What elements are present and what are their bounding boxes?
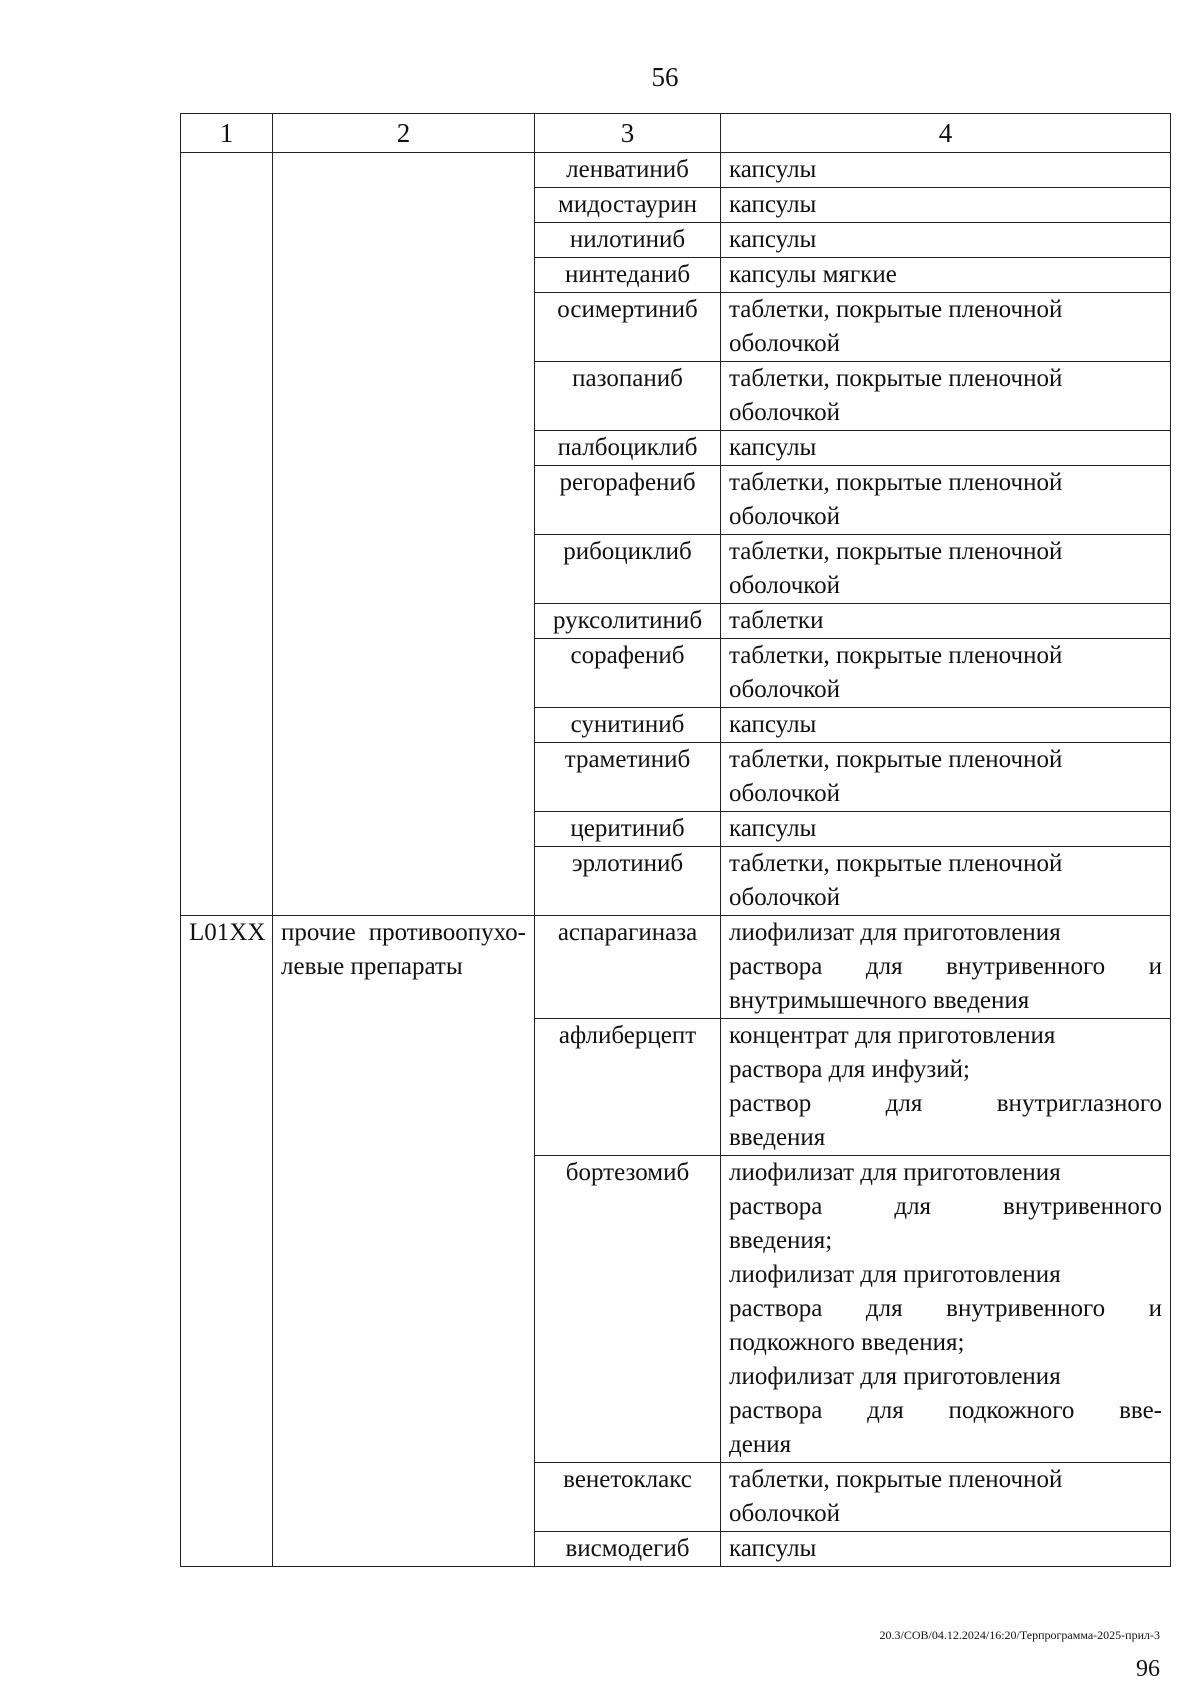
- dosage-form-line: раствор для внутриглазного: [729, 1090, 1162, 1117]
- drug-name-cell: мидостаурин: [535, 188, 721, 223]
- drug-name-cell: нилотиниб: [535, 223, 721, 258]
- dosage-form-cell: [721, 847, 1171, 916]
- page-number-top: 56: [651, 62, 679, 92]
- dosage-form-line: таблетки, покрытые пленочной: [729, 1466, 1063, 1493]
- atc-code-cell: [181, 153, 273, 916]
- dosage-form-line: оболочкой: [729, 330, 841, 357]
- dosage-form-line: оболочкой: [729, 399, 841, 426]
- dosage-form-cell: [721, 535, 1171, 604]
- page-number-bottom: 96: [1136, 1656, 1160, 1682]
- dosage-form-line: раствора для внутривенного: [729, 1193, 1162, 1220]
- group-name-line: левые препараты: [281, 953, 463, 980]
- drug-name-cell: осимертиниб: [535, 293, 721, 362]
- dosage-form-line: лиофилизат для приготовления: [729, 1261, 1061, 1288]
- drug-name-cell: нинтеданиб: [535, 258, 721, 293]
- drug-name-cell: ленватиниб: [535, 153, 721, 188]
- drug-name-cell: палбоциклиб: [535, 431, 721, 466]
- dosage-form-line: таблетки, покрытые пленочной: [729, 642, 1063, 669]
- dosage-form-line: подкожного введения;: [729, 1329, 965, 1356]
- column-header-2: 2: [273, 114, 535, 153]
- group-name-cell: [273, 153, 535, 916]
- drug-name-cell: бортезомиб: [535, 1156, 721, 1463]
- dosage-form-cell: [721, 431, 1171, 466]
- dosage-form-line: таблетки: [729, 607, 824, 634]
- drug-name-cell: пазопаниб: [535, 362, 721, 431]
- table-row: [181, 916, 1171, 1019]
- drug-name-cell: сунитиниб: [535, 708, 721, 743]
- drug-name-cell: руксолитиниб: [535, 604, 721, 639]
- dosage-form-line: внутримышечного введения: [729, 987, 1030, 1014]
- dosage-form-line: капсулы: [729, 191, 817, 218]
- dosage-form-cell: [721, 812, 1171, 847]
- dosage-form-line: раствора для внутривенного и: [729, 1295, 1162, 1322]
- dosage-form-cell: [721, 362, 1171, 431]
- table-body: [181, 153, 1171, 1567]
- drug-name-cell: венетоклакс: [535, 1463, 721, 1532]
- dosage-form-cell: [721, 466, 1171, 535]
- dosage-form-cell: [721, 258, 1171, 293]
- table-header-row: [181, 114, 1171, 153]
- drug-name-cell: эрлотиниб: [535, 847, 721, 916]
- dosage-form-line: оболочкой: [729, 884, 841, 911]
- dosage-form-cell: [721, 1156, 1171, 1463]
- dosage-form-line: оболочкой: [729, 780, 841, 807]
- dosage-form-line: раствора для подкожного вве-: [729, 1397, 1162, 1424]
- dosage-form-line: капсулы мягкие: [729, 261, 897, 288]
- drug-name-cell: рибоциклиб: [535, 535, 721, 604]
- dosage-form-line: оболочкой: [729, 676, 841, 703]
- document-stamp: 20.3/СОВ/04.12.2024/16:20/Терпрограмма-2025-прил-3: [879, 1628, 1160, 1642]
- dosage-form-cell: [721, 708, 1171, 743]
- dosage-form-line: введения: [729, 1124, 826, 1151]
- dosage-form-cell: [721, 743, 1171, 812]
- column-header-4: 4: [721, 114, 1171, 153]
- dosage-form-line: лиофилизат для приготовления: [729, 919, 1061, 946]
- dosage-form-line: таблетки, покрытые пленочной: [729, 538, 1063, 565]
- dosage-form-line: лиофилизат для приготовления: [729, 1159, 1061, 1186]
- dosage-form-line: таблетки, покрытые пленочной: [729, 296, 1063, 323]
- dosage-form-line: лиофилизат для приготовления: [729, 1363, 1061, 1390]
- drug-name-cell: траметиниб: [535, 743, 721, 812]
- group-name-cell: [273, 916, 535, 1567]
- drug-name-cell: церитиниб: [535, 812, 721, 847]
- dosage-form-line: капсулы: [729, 156, 817, 183]
- dosage-form-line: таблетки, покрытые пленочной: [729, 365, 1063, 392]
- column-header-3: 3: [535, 114, 721, 153]
- drug-name-cell: аспарагиназа: [535, 916, 721, 1019]
- drug-table: [180, 113, 1171, 1567]
- dosage-form-line: концентрат для приготовления: [729, 1022, 1056, 1049]
- table-row: [181, 153, 1171, 188]
- drug-name-cell: афлиберцепт: [535, 1019, 721, 1156]
- dosage-form-cell: [721, 293, 1171, 362]
- dosage-form-cell: [721, 604, 1171, 639]
- dosage-form-cell: [721, 916, 1171, 1019]
- group-name-line: прочие противоопухо-: [281, 919, 526, 946]
- dosage-form-line: капсулы: [729, 1535, 817, 1562]
- dosage-form-line: оболочкой: [729, 503, 841, 530]
- dosage-form-line: капсулы: [729, 711, 817, 738]
- dosage-form-line: капсулы: [729, 226, 817, 253]
- dosage-form-cell: [721, 153, 1171, 188]
- drug-name-cell: сорафениб: [535, 639, 721, 708]
- column-header-1: 1: [181, 114, 273, 153]
- dosage-form-cell: [721, 1532, 1171, 1567]
- dosage-form-line: таблетки, покрытые пленочной: [729, 469, 1063, 496]
- dosage-form-cell: [721, 1463, 1171, 1532]
- dosage-form-line: таблетки, покрытые пленочной: [729, 850, 1063, 877]
- dosage-form-line: раствора для внутривенного и: [729, 953, 1162, 980]
- dosage-form-line: таблетки, покрытые пленочной: [729, 746, 1063, 773]
- dosage-form-cell: [721, 188, 1171, 223]
- dosage-form-line: капсулы: [729, 815, 817, 842]
- dosage-form-cell: [721, 223, 1171, 258]
- dosage-form-line: раствора для инфузий;: [729, 1056, 970, 1083]
- dosage-form-line: оболочкой: [729, 572, 841, 599]
- atc-code-cell: L01XX: [181, 916, 273, 1567]
- drug-name-cell: висмодегиб: [535, 1532, 721, 1567]
- dosage-form-cell: [721, 1019, 1171, 1156]
- dosage-form-line: введения;: [729, 1227, 833, 1254]
- drug-name-cell: регорафениб: [535, 466, 721, 535]
- dosage-form-line: дения: [729, 1431, 792, 1458]
- dosage-form-line: капсулы: [729, 434, 817, 461]
- dosage-form-cell: [721, 639, 1171, 708]
- dosage-form-line: оболочкой: [729, 1500, 841, 1527]
